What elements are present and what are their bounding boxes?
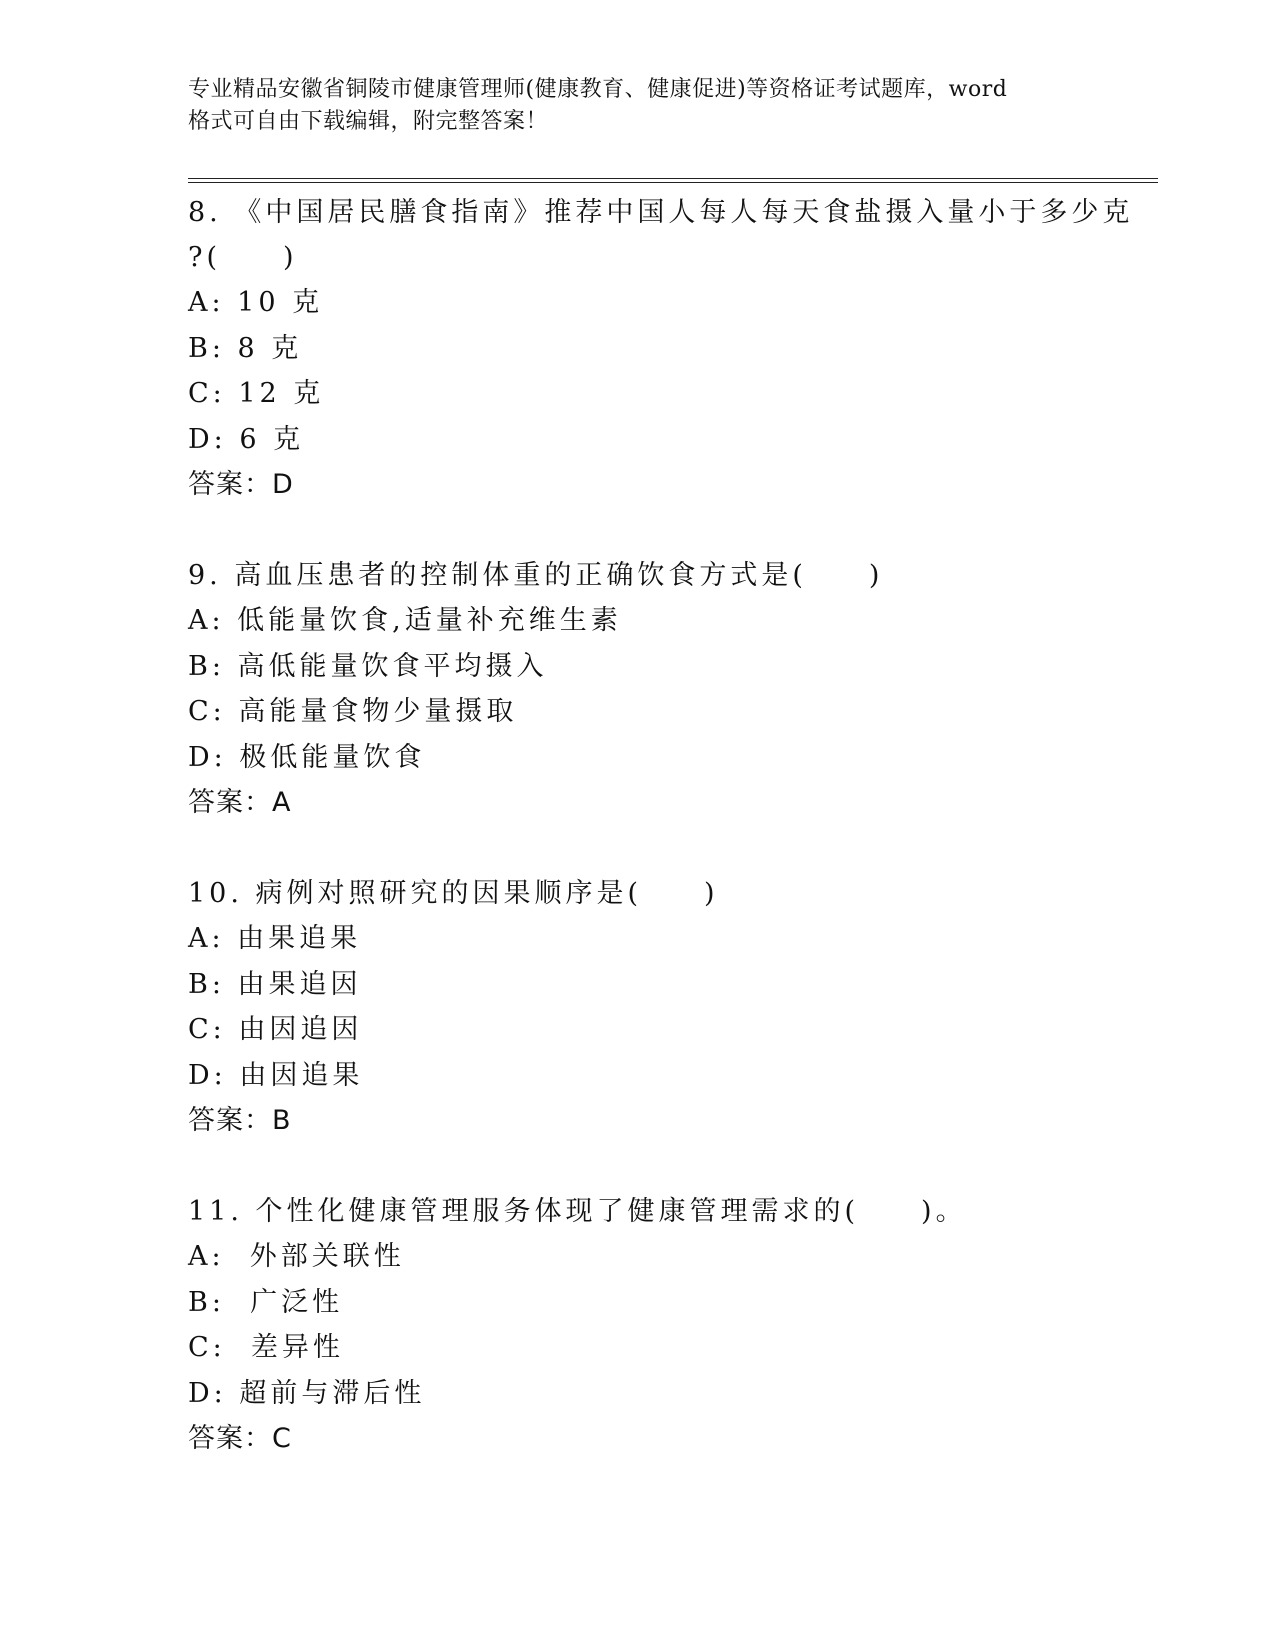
header-line-2: 格式可自由下载编辑，附完整答案！ — [188, 109, 549, 134]
question-10 — [188, 871, 1158, 1143]
option-c: C: 高能量食物少量摄取 — [188, 696, 518, 727]
question-list — [188, 190, 1158, 1507]
option-b: B: 高低能量饮食平均摄入 — [188, 650, 548, 682]
document-page — [188, 0, 1158, 1650]
option-a: A: 低能量饮食,适量补充维生素 — [188, 605, 622, 636]
question-stem: 9. 高血压患者的控制体重的正确饮食方式是( ) — [188, 560, 884, 591]
option-b: B: 广泛性 — [188, 1286, 344, 1318]
answer: 答案：C — [188, 1423, 292, 1454]
question-stem: 8. 《中国居民膳食指南》推荐中国人每人每天食盐摄入量小于多少克 ?( ) — [188, 197, 1134, 273]
option-b: B: 由果追因 — [188, 968, 362, 1000]
option-a: A: 10 克 — [188, 287, 324, 318]
answer: 答案：B — [188, 1105, 292, 1136]
option-d: D: 超前与滞后性 — [188, 1377, 426, 1409]
question-9 — [188, 553, 1158, 825]
answer: 答案：D — [188, 469, 294, 500]
option-a: A: 外部关联性 — [188, 1241, 405, 1272]
option-c: C: 差异性 — [188, 1332, 344, 1363]
question-11 — [188, 1189, 1158, 1461]
option-c: C: 由因追因 — [188, 1014, 363, 1045]
option-d: D: 6 克 — [188, 423, 305, 455]
document-header — [188, 74, 1108, 138]
answer: 答案：A — [188, 787, 292, 818]
question-8 — [188, 190, 1158, 507]
option-b: B: 8 克 — [188, 332, 303, 364]
option-c: C: 12 克 — [188, 378, 325, 409]
question-stem: 11. 个性化健康管理服务体现了健康管理需求的( )。 — [188, 1196, 967, 1227]
question-stem: 10. 病例对照研究的因果顺序是( ) — [188, 878, 719, 909]
option-d: D: 由因追果 — [188, 1059, 364, 1091]
header-line-1: 专业精品安徽省铜陵市健康管理师(健康教育、健康促进)等资格证考试题库，word — [188, 77, 1008, 102]
option-a: A: 由果追果 — [188, 923, 362, 954]
option-d: D: 极低能量饮食 — [188, 741, 426, 773]
header-divider — [188, 178, 1158, 183]
